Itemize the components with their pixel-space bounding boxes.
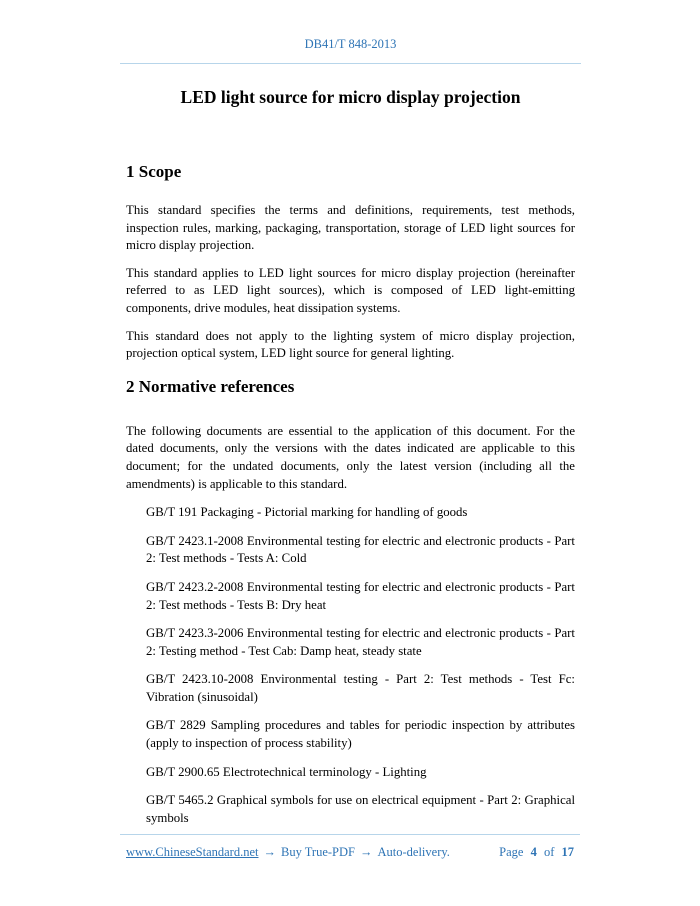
scope-paragraph-1: This standard specifies the terms and definitions, requirements, test methods, inspection rules, marking, packaging, transportation, storage of LED light sources for micro display projection. [126,203,575,253]
reference-item: GB/T 2423.10-2008 Environmental testing - Part 2: Test methods - Test Fc: Vibration (sinusoidal) [146,672,575,704]
section-heading-scope: 1 Scope [126,162,182,181]
scope-paragraph-2: This standard applies to LED light sources for micro display projection (hereinafter referred to as LED light sources), which is composed of LED light-emitting components, drive modules, heat dissipation systems. [126,265,575,315]
reference-item: GB/T 2900.65 Electrotechnical terminology - Lighting [146,764,427,779]
reference-item: GB/T 2423.1-2008 Environmental testing for electric and electronic products - Part 2: Test methods - Tests A: Cold [146,533,575,566]
of-label: of [543,845,555,859]
total-page-number: 17 [561,845,574,859]
right-arrow-icon: → [263,845,276,859]
buy-true-pdf-label: Buy True-PDF [281,845,355,859]
reference-item: GB/T 191 Packaging - Pictorial marking for handling of goods [146,505,468,520]
footer-site-info [126,844,450,860]
document-title: LED light source for micro display projection [180,87,521,107]
current-page-number: 4 [530,845,537,859]
section-heading-normative-references: 2 Normative references [126,376,295,396]
document-number: DB41/T 848-2013 [304,37,397,51]
normative-references-intro: The following documents are essential to the application of this document. For the dated documents, only the versions with the dates indicated are applicable to this document; for the undated documents, only the latest version (including all the amendments) is applicable to this standard. [126,423,575,491]
footer-rule [120,834,580,835]
page-footer [120,834,580,860]
footer-row [120,844,580,860]
header-rule [120,63,581,64]
reference-item: GB/T 2423.3-2006 Environmental testing for electric and electronic products - Part 2: Testing method - Test Cab: Damp heat, steady state [146,626,575,658]
scope-paragraph-3: This standard does not apply to the lighting system of micro display projection, projection optical system, LED light source for general lighting. [126,328,575,361]
right-arrow-icon: → [360,845,373,859]
chinesestandard-link[interactable]: www.ChineseStandard.net [126,845,259,859]
reference-item: GB/T 2423.2-2008 Environmental testing for electric and electronic products - Part 2: Test methods - Tests B: Dry heat [146,579,575,612]
page-label: Page [499,845,524,859]
page-indicator [495,844,574,860]
reference-item: GB/T 2829 Sampling procedures and tables for periodic inspection by attributes (apply to inspection of process stability) [146,718,575,751]
auto-delivery-label: Auto-delivery. [377,845,450,859]
reference-item: GB/T 5465.2 Graphical symbols for use on electrical equipment - Part 2: Graphical symbols [146,793,575,825]
